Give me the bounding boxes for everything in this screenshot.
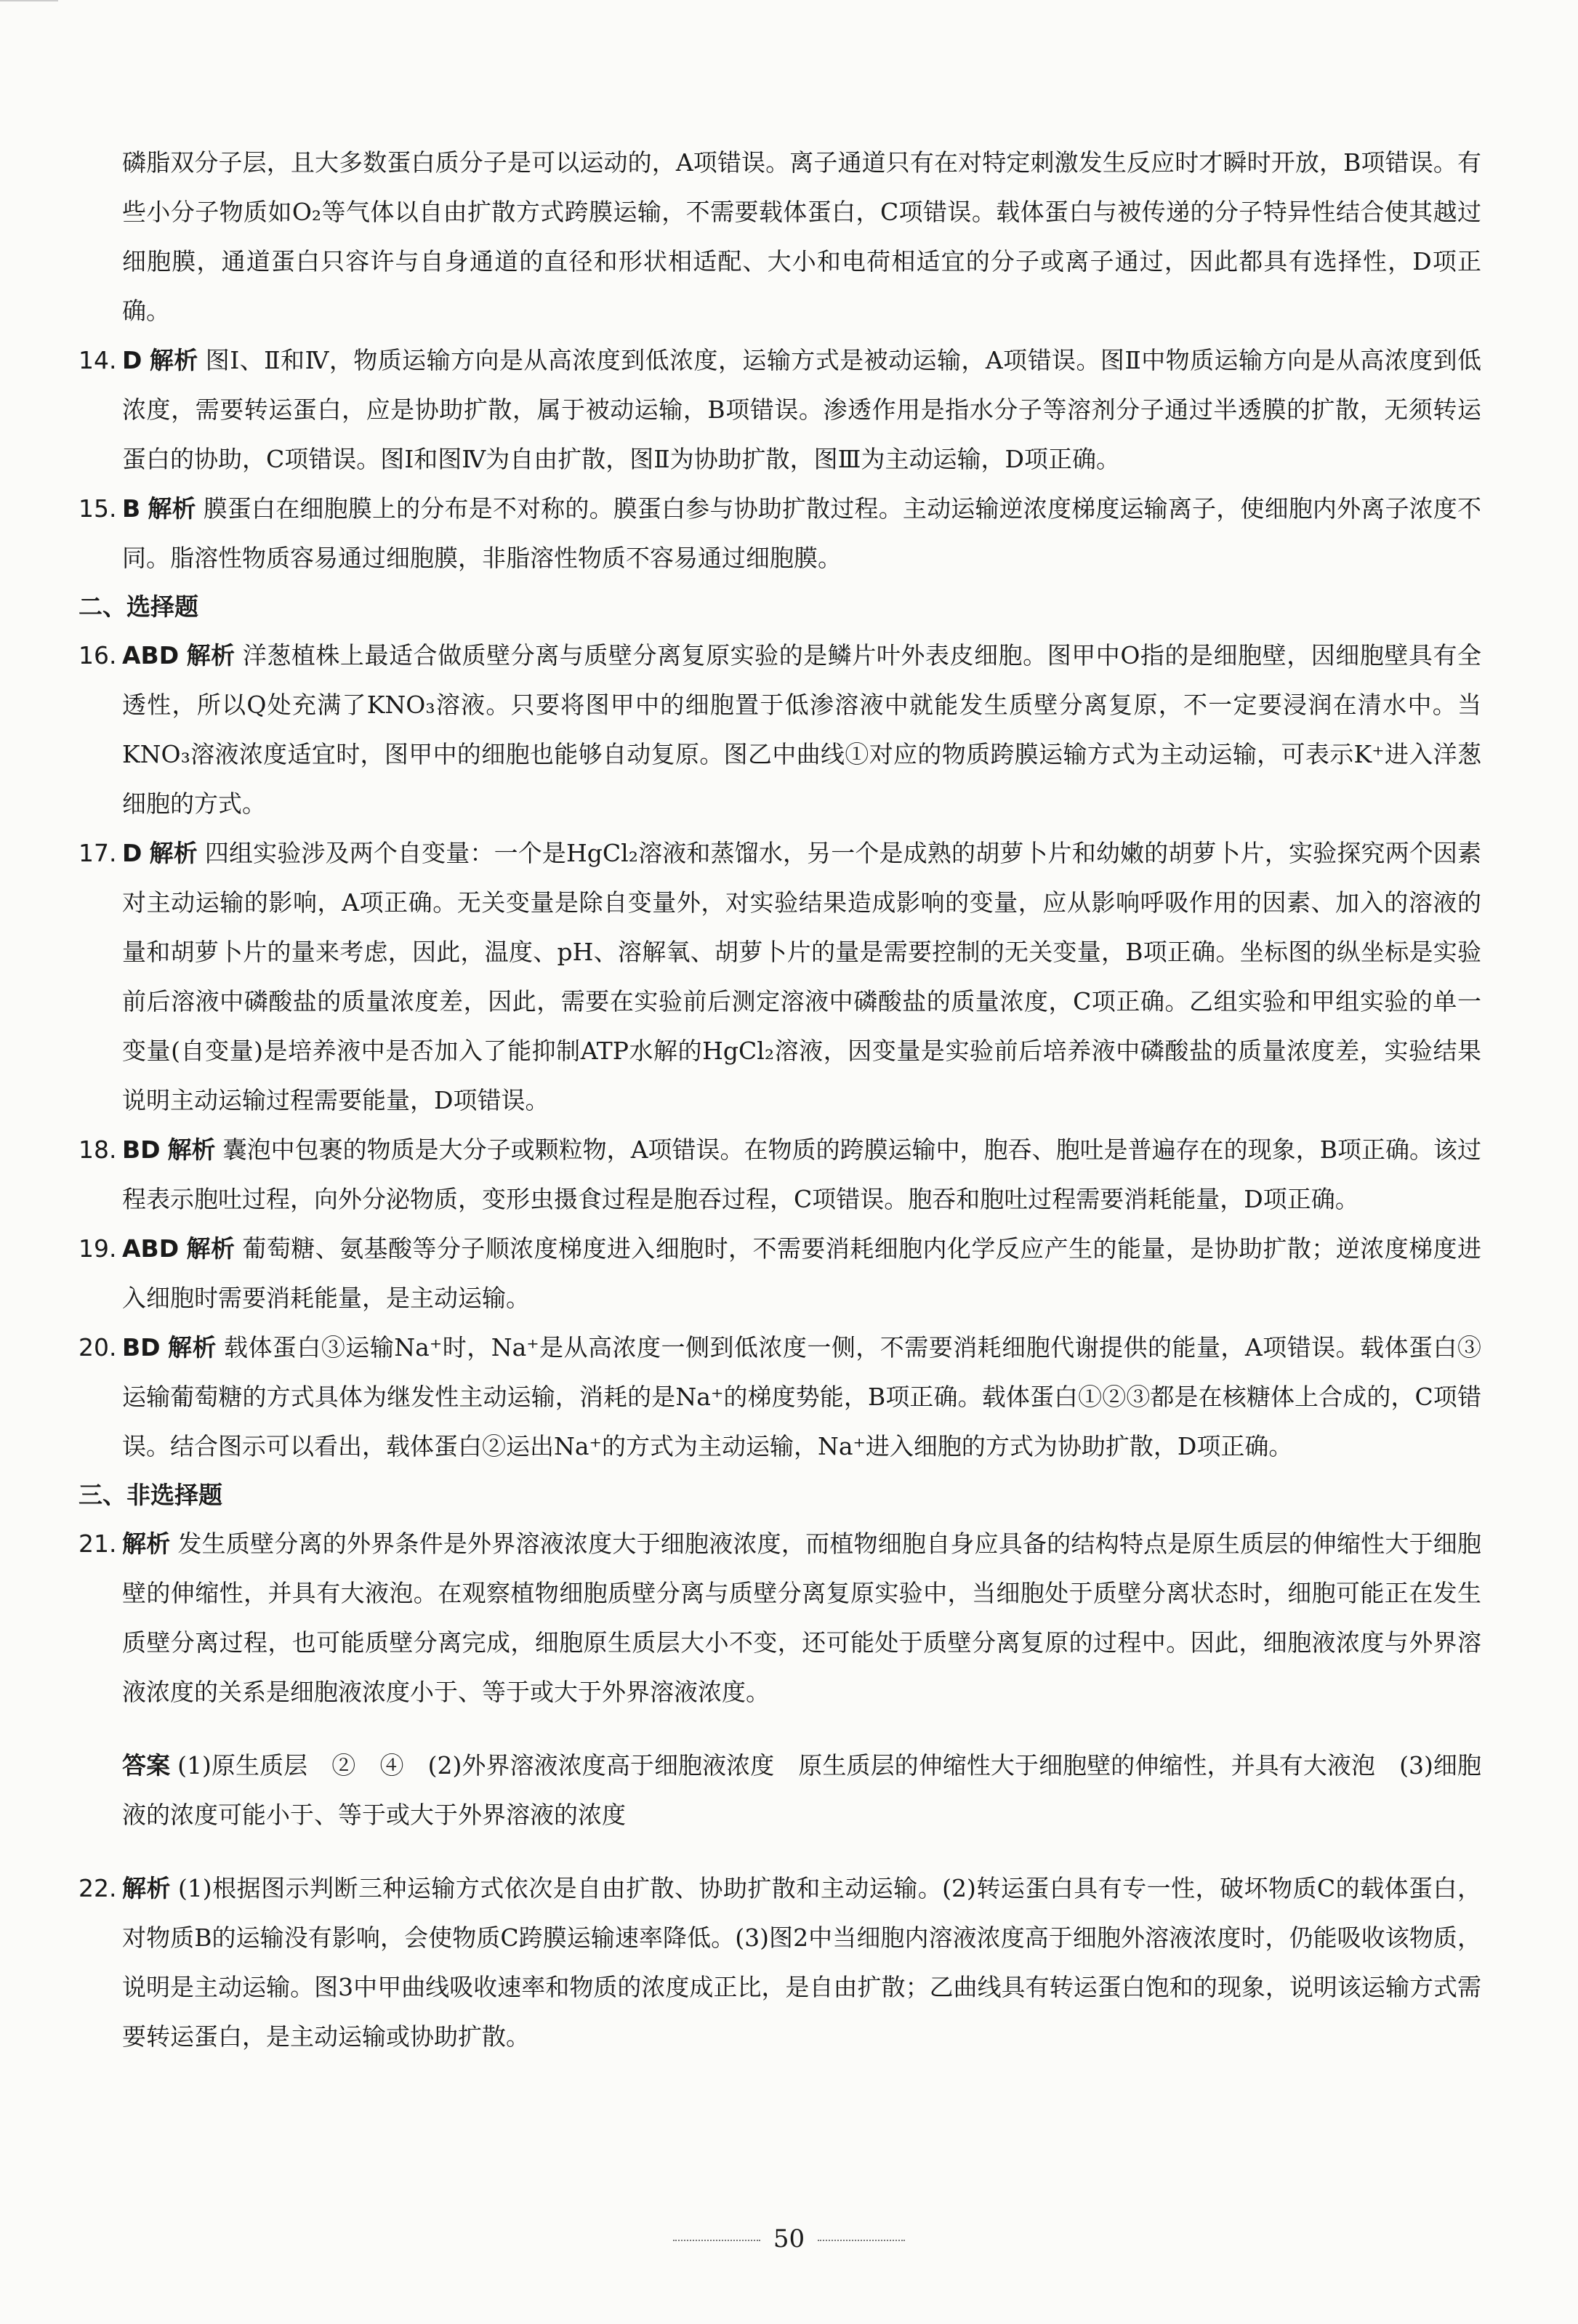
analysis-tag: 解析 (186, 1234, 236, 1263)
item-number: 14. (79, 346, 117, 374)
item-number: 20. (79, 1333, 117, 1362)
item-number: 21. (79, 1529, 117, 1558)
page-number: 50 (773, 2224, 805, 2253)
item-answer: ABD (122, 1234, 180, 1263)
answer-tag: 答案 (122, 1751, 171, 1780)
analysis-tag: 解析 (186, 641, 236, 670)
analysis-text: 载体蛋白③运输Na⁺时，Na⁺是从高浓度一侧到低浓度一侧，不需要消耗细胞代谢提供的能量，A项错误。载体蛋白③运输葡萄糖的方式具体为继发性主动运输，消耗的是Na⁺的梯度势能，B项正确。载体蛋白①②③都是在核糖体上合成的，C项错误。结合图示可以看出，载体蛋白②运出Na⁺的方式为主动运输，Na⁺进入细胞的方式为协助扩散，D项正确。 (122, 1333, 1481, 1460)
item-number: 18. (79, 1135, 117, 1164)
item-answer: BD (122, 1135, 161, 1164)
answer-item-18 (79, 1125, 1481, 1224)
answer-item-15 (79, 484, 1481, 583)
analysis-text: 囊泡中包裹的物质是大分子或颗粒物，A项错误。在物质的跨膜运输中，胞吞、胞吐是普遍存在的现象，B项正确。该过程表示胞吐过程，向外分泌物质，变形虫摄食过程是胞吞过程，C项错误。胞吞和胞吐过程需要消耗能量，D项正确。 (122, 1135, 1481, 1213)
analysis-text: 洋葱植株上最适合做质壁分离与质壁分离复原实验的是鳞片叶外表皮细胞。图甲中O指的是细胞壁，因细胞壁具有全透性，所以Q处充满了KNO₃溶液。只要将图甲中的细胞置于低渗溶液中就能发生质壁分离复原，不一定要浸润在清水中。当KNO₃溶液浓度适宜时，图甲中的细胞也能够自动复原。图乙中曲线①对应的物质跨膜运输方式为主动运输，可表示K⁺进入洋葱细胞的方式。 (122, 641, 1481, 818)
analysis-text: 发生质壁分离的外界条件是外界溶液浓度大于细胞液浓度，而植物细胞自身应具备的结构特点是原生质层的伸缩性大于细胞壁的伸缩性，并具有大液泡。在观察植物细胞质壁分离与质壁分离复原实验中，当细胞处于质壁分离状态时，细胞可能正在发生质壁分离过程，也可能质壁分离完成，细胞原生质层大小不变，还可能处于质壁分离复原的过程中。因此，细胞液浓度与外界溶液浓度的关系是细胞液浓度小于、等于或大于外界溶液浓度。 (122, 1529, 1482, 1706)
analysis-tag: 解析 (149, 839, 198, 867)
answer-item-19 (79, 1224, 1481, 1323)
item-answer: D (122, 346, 142, 374)
analysis-tag: 解析 (167, 1333, 217, 1362)
analysis-text: 葡萄糖、氨基酸等分子顺浓度梯度进入细胞时，不需要消耗细胞内化学反应产生的能量，是协助扩散；逆浓度梯度进入细胞时需要消耗能量，是主动运输。 (122, 1234, 1482, 1312)
item-number: 15. (79, 494, 117, 523)
footer-rule-left (673, 2240, 760, 2241)
answer-page (79, 138, 1481, 2062)
analysis-tag: 解析 (167, 1135, 216, 1164)
analysis-tag: 解析 (148, 494, 196, 523)
answer-item-16 (79, 631, 1481, 829)
item-answer: D (122, 839, 142, 867)
answer-item-20 (79, 1323, 1481, 1471)
answer-21 (79, 1741, 1481, 1840)
item-answer: BD (122, 1333, 161, 1362)
item-number: 19. (79, 1234, 117, 1263)
top-rule (0, 0, 58, 1)
item-number: 16. (79, 641, 117, 670)
section-heading-3: 三、非选择题 (79, 1481, 222, 1509)
answer-item-22 (79, 1864, 1481, 2062)
answer-text: (1)原生质层 ② ④ (2)外界溶液浓度高于细胞液浓度 原生质层的伸缩性大于细胞壁的伸缩性，并具有大液泡 (3)细胞液的浓度可能小于、等于或大于外界溶液的浓度 (122, 1751, 1482, 1829)
analysis-text: (1)根据图示判断三种运输方式依次是自由扩散、协助扩散和主动运输。(2)转运蛋白具有专一性，破坏物质C的载体蛋白，对物质B的运输没有影响，会使物质C跨膜运输速率降低。(3)图2中当细胞内溶液浓度高于细胞外溶液浓度时，仍能吸收该物质，说明是主动运输。图3中甲曲线吸收速率和物质的浓度成正比，是自由扩散；乙曲线具有转运蛋白饱和的现象，说明该运输方式需要转运蛋白，是主动运输或协助扩散。 (122, 1874, 1481, 2051)
answer-item-17 (79, 829, 1481, 1125)
item-answer: B (122, 494, 141, 523)
item-number: 22. (79, 1874, 117, 1902)
analysis-text: 图Ⅰ、Ⅱ和Ⅳ，物质运输方向是从高浓度到低浓度，运输方式是被动运输，A项错误。图Ⅱ中物质运输方向是从高浓度到低浓度，需要转运蛋白，应是协助扩散，属于被动运输，B项错误。渗透作用是指水分子等溶剂分子通过半透膜的扩散，无须转运蛋白的协助，C项错误。图Ⅰ和图Ⅳ为自由扩散，图Ⅱ为协助扩散，图Ⅲ为主动运输，D项正确。 (122, 346, 1482, 473)
footer-rule-right (818, 2240, 905, 2241)
analysis-tag: 解析 (122, 1529, 171, 1558)
answer-item-14 (79, 336, 1481, 484)
page-footer (0, 2224, 1578, 2253)
section-heading-2: 二、选择题 (79, 592, 198, 621)
q13-continuation: 磷脂双分子层，且大多数蛋白质分子是可以运动的，A项错误。离子通道只有在对特定刺激发生反应时才瞬时开放，B项错误。有些小分子物质如O₂等气体以自由扩散方式跨膜运输，不需要载体蛋白，C项错误。载体蛋白与被传递的分子特异性结合使其越过细胞膜，通道蛋白只容许与自身通道的直径和形状相适配、大小和电荷相适宜的分子或离子通过，因此都具有选择性，D项正确。 (122, 148, 1481, 325)
analysis-tag: 解析 (149, 346, 198, 374)
item-answer: ABD (122, 641, 180, 670)
answer-item-21 (79, 1519, 1481, 1717)
analysis-text: 膜蛋白在细胞膜上的分布是不对称的。膜蛋白参与协助扩散过程。主动运输逆浓度梯度运输离子，使细胞内外离子浓度不同。脂溶性物质容易通过细胞膜，非脂溶性物质不容易通过细胞膜。 (122, 494, 1482, 572)
analysis-text: 四组实验涉及两个自变量：一个是HgCl₂溶液和蒸馏水，另一个是成熟的胡萝卜片和幼嫩的胡萝卜片，实验探究两个因素对主动运输的影响，A项正确。无关变量是除自变量外，对实验结果造成影响的变量，应从影响呼吸作用的因素、加入的溶液的量和胡萝卜片的量来考虑，因此，温度、pH、溶解氧、胡萝卜片的量是需要控制的无关变量，B项正确。坐标图的纵坐标是实验前后溶液中磷酸盐的质量浓度差，因此，需要在实验前后测定溶液中磷酸盐的质量浓度，C项正确。乙组实验和甲组实验的单一变量(自变量)是培养液中是否加入了能抑制ATP水解的HgCl₂溶液，因变量是实验前后培养液中磷酸盐的质量浓度差，实验结果说明主动运输过程需要能量，D项错误。 (122, 839, 1482, 1114)
analysis-tag: 解析 (122, 1874, 171, 1902)
item-number: 17. (79, 839, 117, 867)
